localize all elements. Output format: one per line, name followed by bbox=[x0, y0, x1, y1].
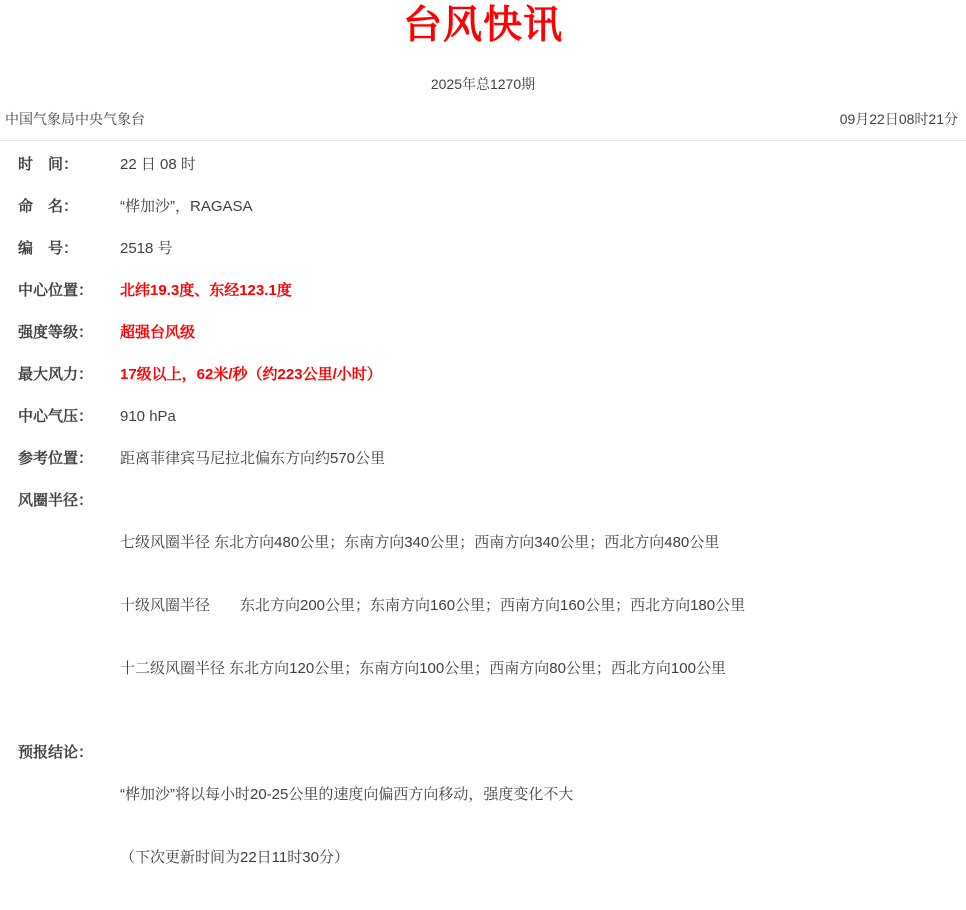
typhoon-bulletin-page bbox=[0, 4, 966, 866]
row-label: 命 名： bbox=[18, 198, 79, 215]
forecast-line-2: （下次更新时间为22日11时30分） bbox=[120, 849, 349, 866]
bulletin-row-name bbox=[18, 196, 958, 217]
bulletin-row-center-position bbox=[18, 280, 958, 301]
row-value: 22 日 08 时 bbox=[120, 156, 196, 173]
bulletin-row-intensity bbox=[18, 322, 958, 343]
row-value: 2518 号 bbox=[120, 240, 173, 257]
bulletin-row-max-wind bbox=[18, 364, 958, 385]
bulletin-row-number bbox=[18, 238, 958, 259]
wind-circle-line-12: 十二级风圈半径 东北方向120公里；东南方向100公里；西南方向80公里；西北方向100公里 bbox=[120, 660, 726, 677]
row-value: 距离菲律宾马尼拉北偏东方向约570公里 bbox=[120, 450, 386, 467]
row-label: 预报结论： bbox=[18, 744, 94, 761]
row-value-highlighted: 北纬19.3度、东经123.1度 bbox=[120, 282, 292, 299]
row-label: 时 间： bbox=[18, 156, 79, 173]
row-value-highlighted: 17级以上，62米/秒（约223公里/小时） bbox=[120, 366, 382, 383]
bulletin-row-time bbox=[18, 154, 958, 175]
row-label: 参考位置： bbox=[18, 450, 94, 467]
wind-circle-line-7: 七级风圈半径 东北方向480公里；东南方向340公里；西南方向340公里；西北方向480公里 bbox=[120, 534, 720, 551]
row-value: “桦加沙”，RAGASA bbox=[120, 198, 253, 215]
meta-row bbox=[0, 111, 966, 141]
bulletin-row-reference-position bbox=[18, 448, 958, 469]
row-value bbox=[120, 490, 745, 721]
bulletin-row-wind-circle-radius bbox=[18, 490, 958, 721]
forecast-line-1: “桦加沙”将以每小时20-25公里的速度向偏西方向移动，强度变化不大 bbox=[120, 786, 574, 803]
bulletin-row-center-pressure bbox=[18, 406, 958, 427]
issue-number: 2025年总1270期 bbox=[430, 76, 536, 92]
row-value-highlighted: 超强台风级 bbox=[120, 324, 196, 341]
page-title: 台风快讯 bbox=[402, 4, 563, 47]
bulletin-body bbox=[0, 141, 966, 910]
row-value: 910 hPa bbox=[120, 408, 176, 425]
row-label: 中心位置： bbox=[18, 282, 94, 299]
row-label: 风圈半径： bbox=[18, 492, 94, 509]
row-label: 编 号： bbox=[18, 240, 79, 257]
row-label: 强度等级： bbox=[18, 324, 94, 341]
bulletin-row-forecast-conclusion bbox=[18, 742, 958, 910]
row-label: 最大风力： bbox=[18, 366, 94, 383]
wind-circle-line-10: 十级风圈半径 东北方向200公里；东南方向160公里；西南方向160公里；西北方向180公里 bbox=[120, 597, 746, 614]
issue-timestamp: 09月22日08时21分 bbox=[839, 111, 958, 127]
row-value bbox=[120, 742, 573, 910]
agency-name: 中国气象局中央气象台 bbox=[5, 111, 145, 127]
row-label: 中心气压： bbox=[18, 408, 94, 425]
